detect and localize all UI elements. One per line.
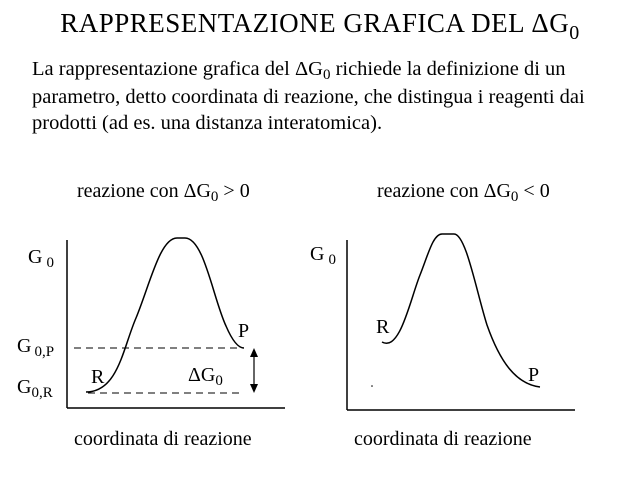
g0r-label <box>17 376 53 399</box>
delta-g0-label <box>188 364 223 387</box>
g0r-label-g: G <box>17 376 32 398</box>
delta-g-arrowhead-up <box>250 348 258 357</box>
title-subscript: 0 <box>569 22 580 44</box>
right-caption-delta: ΔG <box>483 180 511 202</box>
title-delta: ΔG <box>531 8 570 38</box>
intro-subscript: 0 <box>322 67 331 83</box>
left-caption <box>77 180 250 203</box>
right-caption <box>377 180 550 203</box>
g0p-label <box>17 335 54 358</box>
g0r-label-sub: 0,R <box>31 385 53 401</box>
left-caption-sub: 0 <box>210 189 219 205</box>
left-y-label-g: G <box>28 246 43 268</box>
left-product-label: P <box>238 320 250 342</box>
right-caption-suffix: < 0 <box>518 180 550 202</box>
intro-part2: richiede la definizione di un parametro, detto coordinata di reazione, che distingua i reagenti dai prodotti (ad es. una distanza interatomica). <box>32 58 585 134</box>
right-reactant-label: R <box>376 316 390 338</box>
right-product-label: P <box>528 364 540 386</box>
left-caption-prefix: reazione con <box>77 180 184 202</box>
intro-part1: La rappresentazione grafica del <box>32 58 295 80</box>
right-y-label-sub: 0 <box>328 252 336 268</box>
right-y-label-g: G <box>310 243 325 265</box>
delta-g0-label-sub: 0 <box>215 373 223 389</box>
left-caption-suffix: > 0 <box>218 180 250 202</box>
left-caption-delta: ΔG <box>183 180 211 202</box>
left-y-axis-label <box>28 246 54 269</box>
g0p-label-sub: 0,P <box>34 344 55 360</box>
delta-g-arrowhead-down <box>250 384 258 393</box>
left-y-label-sub: 0 <box>46 255 54 271</box>
right-caption-sub: 0 <box>510 189 519 205</box>
right-y-axis-label <box>310 243 336 266</box>
right-caption-prefix: reazione con <box>377 180 484 202</box>
title-text: RAPPRESENTAZIONE GRAFICA DEL <box>60 8 532 38</box>
g0p-label-g: G <box>17 335 32 357</box>
right-energy-curve <box>382 234 540 387</box>
right-x-axis-label: coordinata di reazione <box>354 428 532 450</box>
left-x-axis-label: coordinata di reazione <box>74 428 252 450</box>
stray-dot <box>371 385 373 387</box>
intro-delta: ΔG <box>294 58 323 80</box>
left-reactant-label: R <box>91 366 105 388</box>
delta-g0-label-text: ΔG <box>188 364 216 386</box>
